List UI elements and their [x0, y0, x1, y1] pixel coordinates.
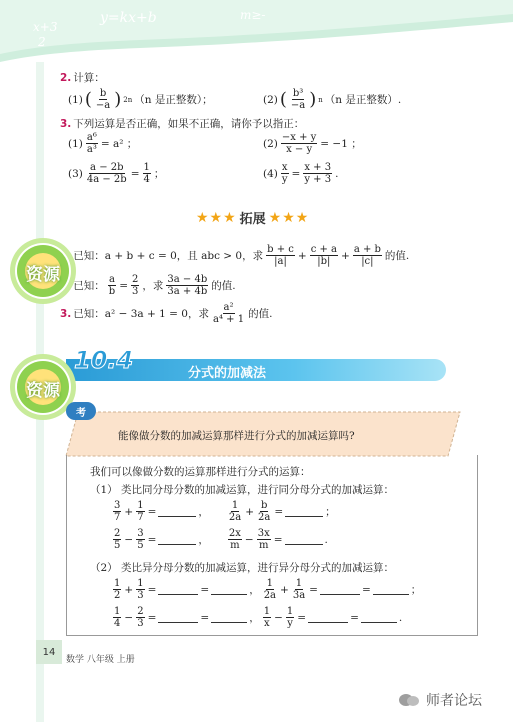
resource-badge-label: 资源 — [26, 265, 60, 285]
exercise-3-title: 3. 下列运算是否正确，如果不正确，请你予以指正： — [60, 117, 305, 130]
section-number: 10.4 — [74, 346, 134, 374]
resource-badge[interactable] — [8, 236, 78, 306]
answer-blank[interactable] — [320, 585, 360, 595]
watermark: 师者论坛 — [398, 690, 482, 710]
answer-blank[interactable] — [285, 535, 323, 545]
exercise-row-3: $\frac{1}{2}$ + $\frac{1}{3}$ = = ， $\frac{1}{2a}$ + $\frac{1}{3a}$ = = ； — [114, 578, 422, 601]
exercise-3-item-3: (3) $\frac{a - 2b}{4a - 2b}$ = $\frac{1}{4}$ ； — [68, 162, 165, 185]
answer-blank[interactable] — [211, 613, 247, 623]
answer-blank[interactable] — [285, 507, 323, 517]
expand-item-2: 已知： $\frac{a}{b}$ = $\frac{2}{3}$ ，求 $\frac{3a - 4b}{3a + 4b}$ 的值. — [73, 274, 236, 297]
resource-badge-label: 资源 — [26, 381, 60, 401]
exercise-2-title: 2. 计算： — [60, 71, 105, 84]
header-doodle-2: 2 — [38, 35, 46, 49]
answer-blank[interactable] — [211, 585, 247, 595]
main-p1: （1） 类比同分母分数的加减运算，进行同分母分式的加减运算： — [90, 484, 395, 496]
section-title: 分式的加减法 — [188, 366, 267, 381]
exercise-3-item-1: (1) $\frac{\text{a⁶}}{\text{a³}}$ = a² ； — [68, 132, 138, 155]
exercise-3-item-4: (4) $\frac{x}{y}$ = $\frac{x + 3}{y + 3}$ . — [263, 162, 339, 185]
header-doodle-1: x+3 — [33, 20, 58, 34]
exercise-row-4: $\frac{1}{4}$ − $\frac{2}{3}$ = = ， $\frac{1}{x}$ − $\frac{1}{y}$ = = . — [114, 606, 403, 629]
footer-book-title: 数学 八年级 上册 — [66, 655, 135, 665]
main-intro: 我们可以像做分数的运算那样进行分式的运算： — [90, 466, 311, 478]
exercise-2-item-1: (1) ( $\frac{b}{-a}$ ) 2n （n 是正整数）； — [68, 88, 213, 111]
star-icon: ★★★ — [268, 209, 310, 226]
answer-blank[interactable] — [373, 585, 409, 595]
answer-blank[interactable] — [308, 613, 348, 623]
answer-blank[interactable] — [158, 585, 198, 595]
chat-bubble-icon — [398, 692, 420, 708]
answer-blank[interactable] — [158, 613, 198, 623]
header-doodle-4: m≥- — [240, 8, 266, 22]
answer-blank[interactable] — [158, 535, 196, 545]
think-question: 能像做分数的加减运算那样进行分式的加减运算吗? — [118, 430, 355, 442]
page-number-tab: 14 — [36, 640, 62, 664]
expand-item-3: 3. 已知：a² − 3a + 1 = 0，求 $\frac{\text{a²}}{\text{a⁴ + 1}}$ 的值. — [60, 302, 273, 325]
exercise-3-item-2: (2) $\frac{-x + y}{x - y}$ = −1 ； — [263, 132, 362, 155]
exercise-row-2: $\frac{2}{5}$ − $\frac{3}{5}$ = ， $\frac{2x}{m}$ − $\frac{3x}{m}$ = . — [114, 528, 328, 551]
expand-heading: ★★★ 拓展 ★★★ — [196, 209, 310, 227]
exercise-row-1: $\frac{3}{7}$ + $\frac{1}{7}$ = ， $\frac{1}{2a}$ + $\frac{b}{2a}$ = ； — [114, 500, 336, 523]
exercise-2-item-2: (2) ( $\frac{\text{b³}}{-a}$ ) n （n 是正整数）. — [263, 88, 402, 111]
star-icon: ★★★ — [196, 209, 237, 226]
think-icon: 考 — [66, 402, 96, 420]
answer-blank[interactable] — [158, 507, 196, 517]
expand-item-1: 已知：a + b + c = 0，且 abc > 0，求 $\frac{b + c}{|a|}$ + $\frac{c + a}{|b|}$ + $\frac{a + b}{|c|}$ 的值. — [73, 244, 410, 267]
main-p2: （2） 类比异分母分数的加减运算，进行异分母分式的加减运算： — [90, 562, 395, 574]
header-doodle-3: y=kx+b — [100, 10, 157, 26]
answer-blank[interactable] — [361, 613, 397, 623]
